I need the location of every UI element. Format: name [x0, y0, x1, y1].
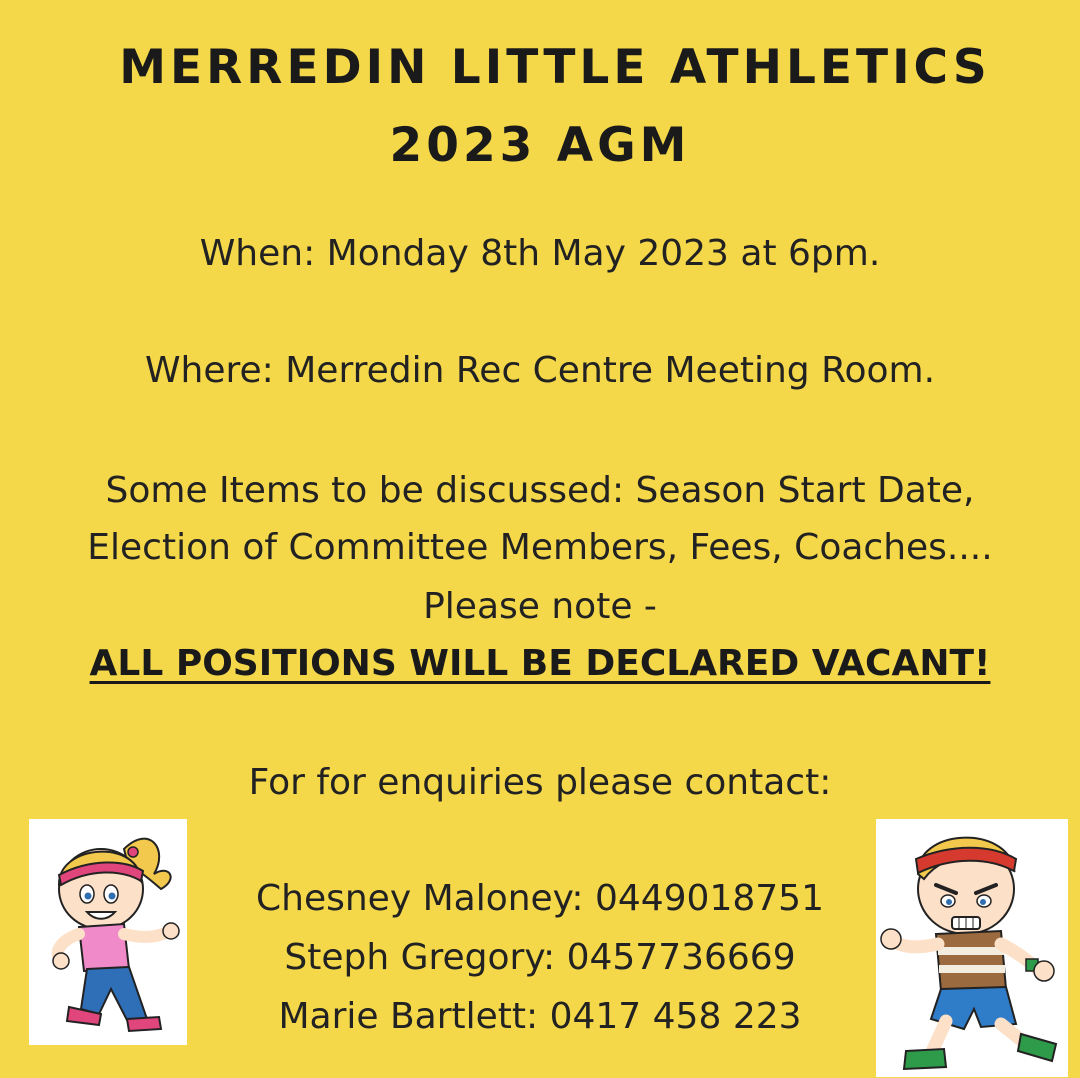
girl-runner-icon: [29, 819, 187, 1045]
contact-1: Chesney Maloney: 0449018751: [256, 878, 824, 919]
when-text: When: Monday 8th May 2023 at 6pm.: [199, 233, 881, 274]
contact-3: Marie Bartlett: 0417 458 223: [278, 996, 802, 1037]
title-line-1: MERREDIN LITTLE ATHLETICS: [119, 40, 991, 95]
note-text: Please note -: [423, 586, 657, 627]
contact-2: Steph Gregory: 0457736669: [284, 937, 796, 978]
title-line-2: 2023 AGM: [389, 118, 691, 173]
boy-runner-icon: [876, 819, 1068, 1077]
vacant-notice: ALL POSITIONS WILL BE DECLARED VACANT!: [89, 643, 991, 684]
where-text: Where: Merredin Rec Centre Meeting Room.: [144, 350, 936, 391]
enquiries-text: For for enquiries please contact:: [248, 762, 832, 803]
items-text-line-1: Some Items to be discussed: Season Start Date,: [105, 470, 975, 511]
items-text-line-2: Election of Committee Members, Fees, Coaches....: [87, 527, 993, 568]
